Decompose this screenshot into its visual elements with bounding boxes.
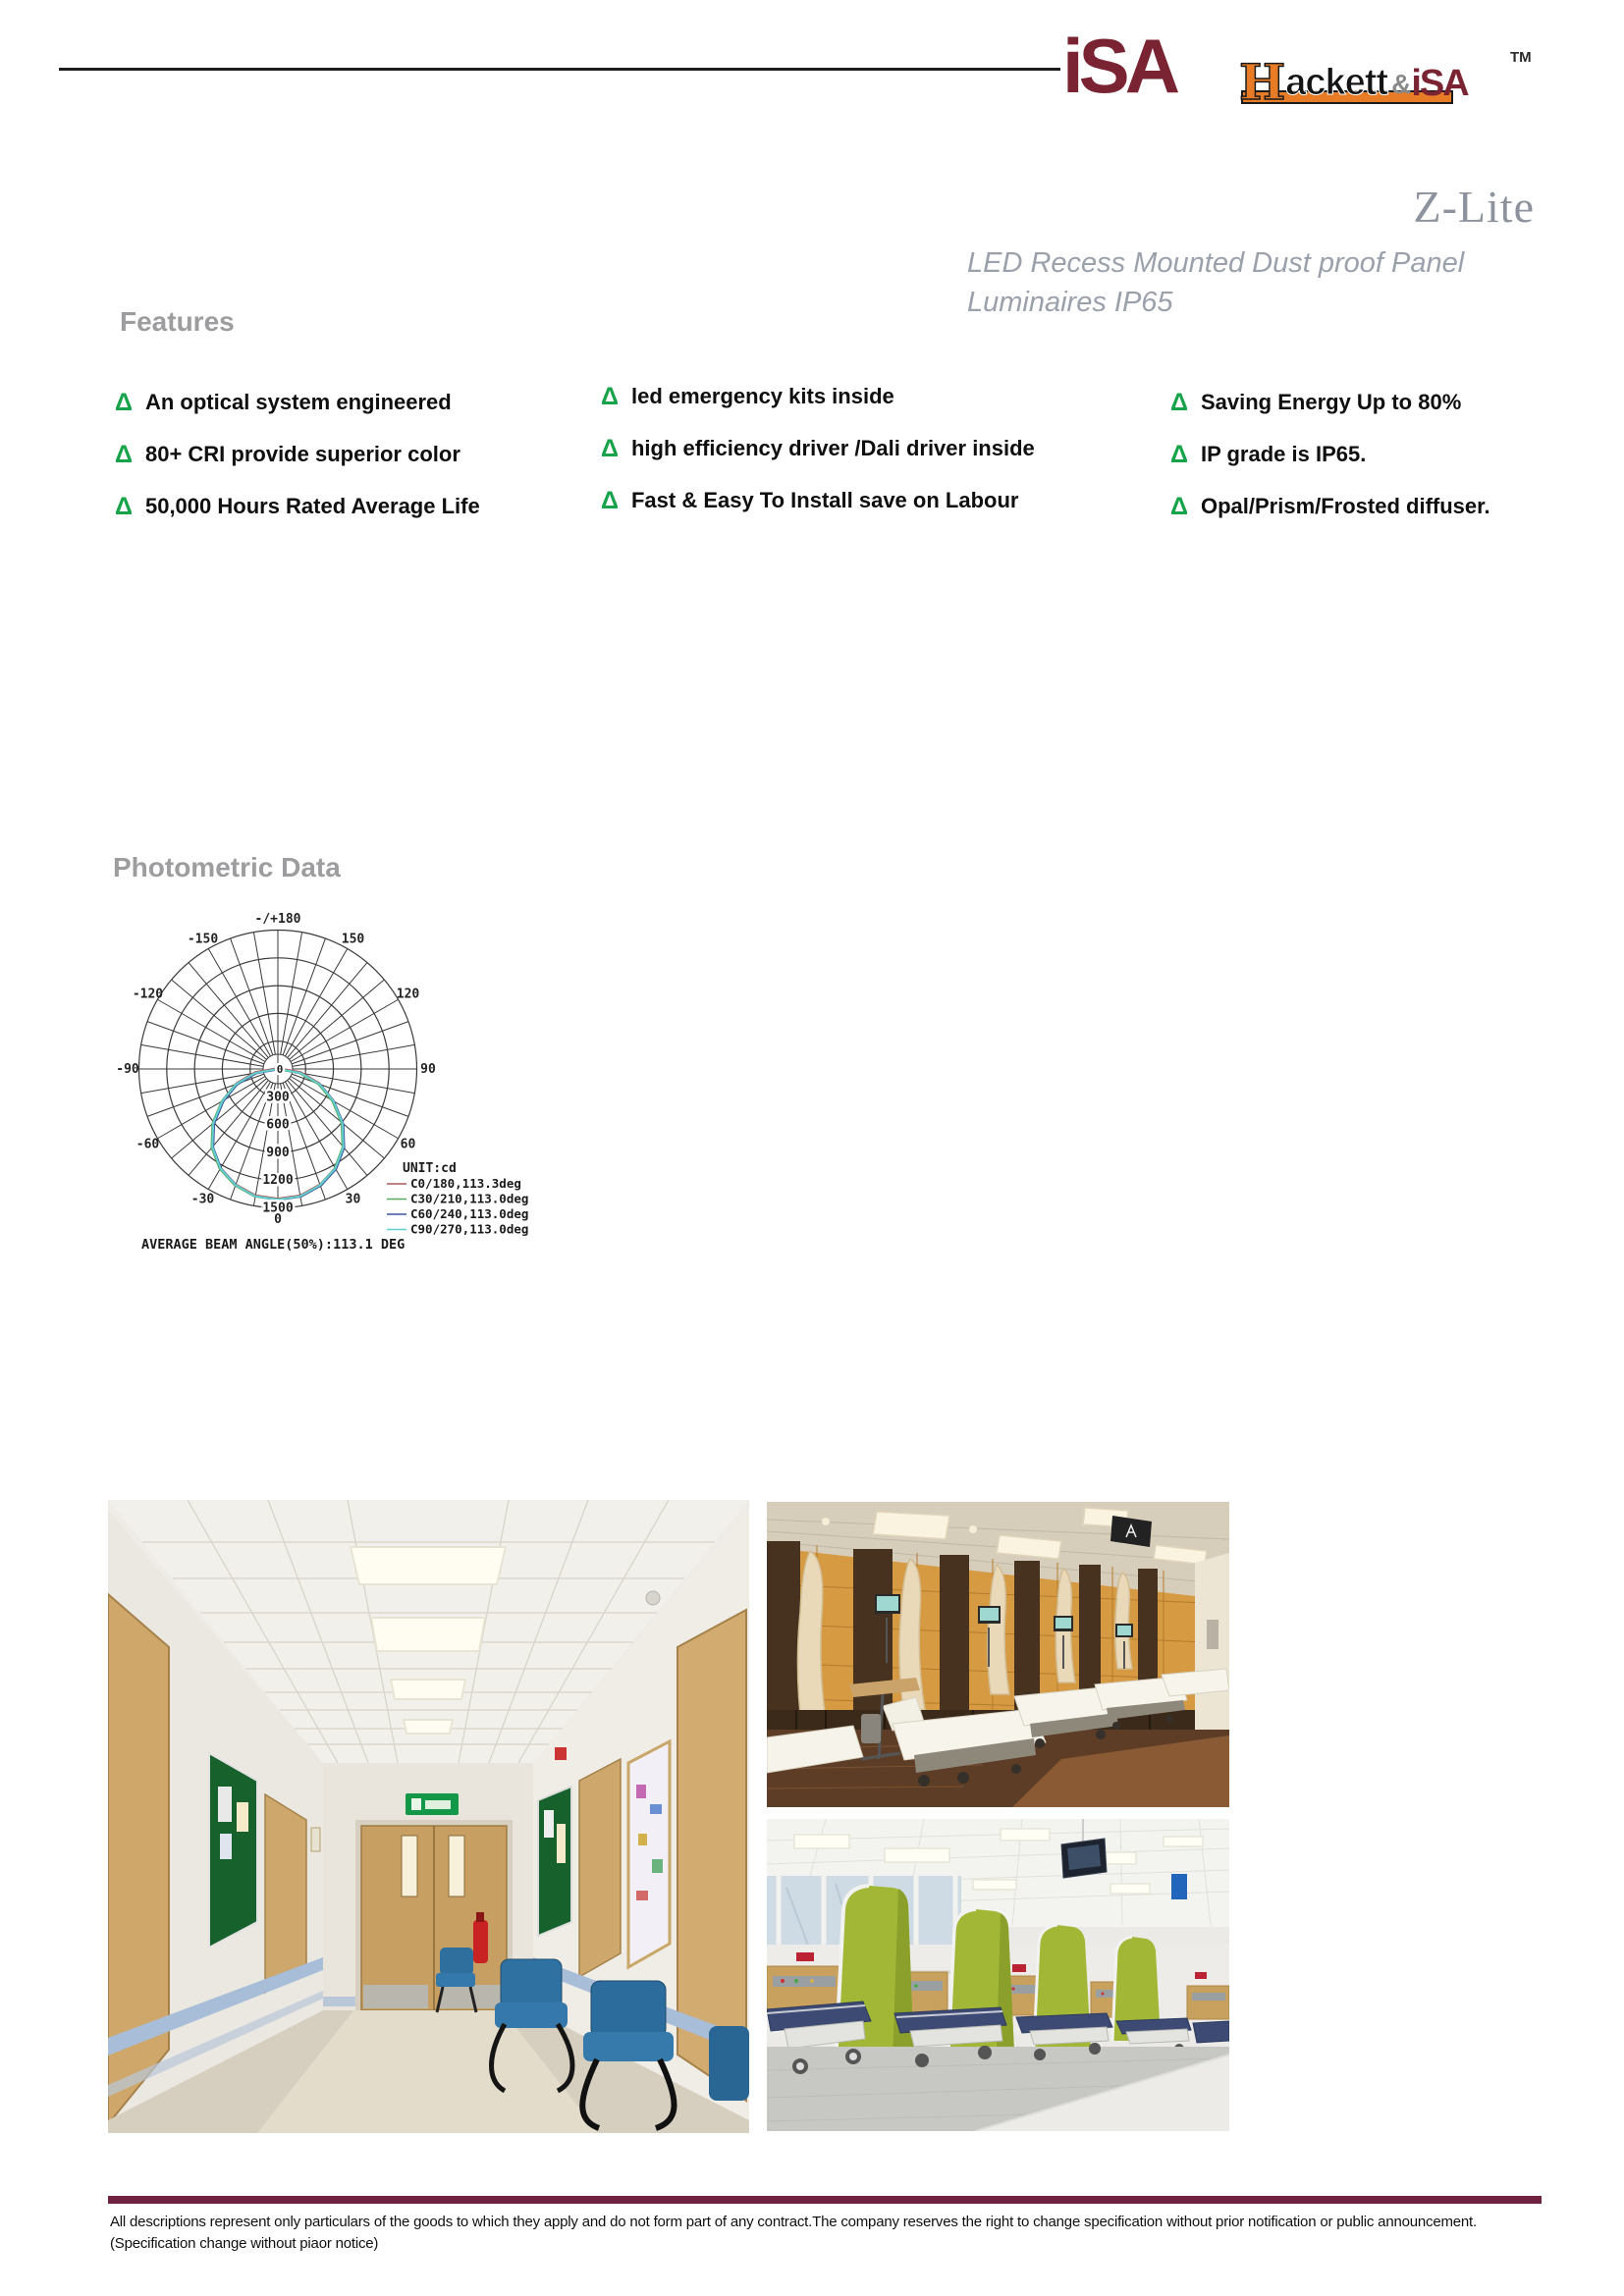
svg-text:1500: 1500 (262, 1201, 294, 1216)
feature-label: Opal/Prism/Frosted diffuser. (1200, 494, 1490, 518)
delta-bullet-icon: Δ (601, 383, 619, 410)
svg-text:30: 30 (345, 1192, 361, 1207)
feature-label: 80+ CRI provide superior color (144, 442, 460, 466)
isa-logo: iSA (1062, 23, 1176, 109)
photometric-heading: Photometric Data (113, 852, 341, 882)
svg-text:AVERAGE BEAM ANGLE(50%):113.1: AVERAGE BEAM ANGLE(50%):113.1 DEG (141, 1237, 406, 1253)
feature-label: IP grade is IP65. (1200, 442, 1367, 466)
footer-disclaimer: All descriptions represent only particulars of the goods to which they apply and do not form part of any contract.The company reserves the right to change specification without prior notification or public announcement.(Specification change without piaor notice) (110, 2214, 1477, 2252)
features-column-2 (601, 385, 1151, 541)
polar-chart-svg (57, 905, 568, 1260)
hackett-logo-ackett: ackett (1285, 62, 1388, 103)
delta-bullet-icon: Δ (1170, 441, 1188, 468)
svg-text:-/+180: -/+180 (254, 912, 301, 927)
feature-item (115, 443, 586, 495)
footer-rule (108, 2196, 1542, 2204)
application-photo-corridor (108, 1500, 749, 2133)
feature-label: high efficiency driver /Dali driver inside (630, 436, 1035, 460)
svg-text:600: 600 (266, 1117, 290, 1133)
svg-text:-120: -120 (132, 987, 164, 1002)
feature-label: Fast & Easy To Install save on Labour (630, 488, 1019, 512)
hackett-isa-logo (1239, 53, 1468, 111)
svg-text:C60/240,113.0deg: C60/240,113.0deg (410, 1206, 529, 1221)
green-noticeboard-right (538, 1787, 571, 1936)
svg-text:0: 0 (274, 1212, 282, 1227)
feature-item (115, 391, 586, 443)
svg-text:0: 0 (276, 1063, 284, 1076)
features-column-1 (115, 391, 586, 547)
svg-text:120: 120 (396, 987, 420, 1002)
features-column-3 (1170, 391, 1583, 547)
smoke-detector (646, 1591, 660, 1605)
feature-item (601, 437, 1151, 489)
poster-board (628, 1741, 670, 1967)
svg-text:300: 300 (266, 1090, 290, 1105)
feature-item (1170, 391, 1583, 443)
hackett-logo-isa: iSA (1411, 63, 1468, 104)
application-photo-ward-green (767, 1819, 1229, 2131)
svg-text:-150: -150 (187, 932, 219, 947)
svg-text:60: 60 (400, 1137, 416, 1152)
svg-text:-90: -90 (116, 1062, 139, 1077)
photometric-polar-chart (57, 905, 568, 1260)
green-noticeboard-left (209, 1753, 257, 1948)
svg-text:900: 900 (266, 1145, 290, 1160)
feature-item (1170, 495, 1583, 547)
delta-bullet-icon: Δ (1170, 493, 1188, 520)
svg-text:C90/270,113.0deg: C90/270,113.0deg (410, 1221, 529, 1237)
right-door (579, 1759, 621, 1977)
feature-item (115, 495, 586, 547)
svg-text:C30/210,113.0deg: C30/210,113.0deg (410, 1191, 529, 1206)
trademark-mark: TM (1510, 49, 1532, 66)
svg-text:UNIT:cd: UNIT:cd (403, 1161, 457, 1176)
feature-label: An optical system engineered (144, 390, 452, 414)
header-rule (59, 68, 1060, 71)
feature-label: 50,000 Hours Rated Average Life (144, 494, 480, 518)
hackett-logo-h: H (1239, 53, 1286, 111)
delta-bullet-icon: Δ (115, 389, 133, 416)
product-subtitle: LED Recess Mounted Dust proof Panel Luminaires IP65 (967, 247, 1465, 319)
delta-bullet-icon: Δ (601, 435, 619, 462)
svg-text:C0/180,113.3deg: C0/180,113.3deg (410, 1176, 521, 1191)
alarm-box (555, 1747, 567, 1760)
delta-bullet-icon: Δ (601, 487, 619, 514)
svg-text:90: 90 (420, 1062, 436, 1077)
svg-text:1200: 1200 (262, 1173, 294, 1189)
feature-label: Saving Energy Up to 80% (1200, 390, 1462, 414)
features-heading: Features (120, 306, 235, 337)
left-door-2 (265, 1794, 306, 1993)
delta-bullet-icon: Δ (115, 441, 133, 468)
hackett-logo-ampersand: & (1391, 69, 1412, 99)
feature-item (601, 489, 1151, 541)
feature-item (1170, 443, 1583, 495)
svg-text:-30: -30 (190, 1192, 215, 1207)
svg-text:150: 150 (341, 932, 365, 947)
delta-bullet-icon: Δ (115, 493, 133, 520)
feature-label: led emergency kits inside (630, 384, 894, 408)
application-photo-ward-wood (767, 1502, 1229, 1807)
svg-text:-60: -60 (135, 1137, 160, 1152)
page-title: Z-Lite (1413, 182, 1535, 232)
feature-item (601, 385, 1151, 437)
delta-bullet-icon: Δ (1170, 389, 1188, 416)
